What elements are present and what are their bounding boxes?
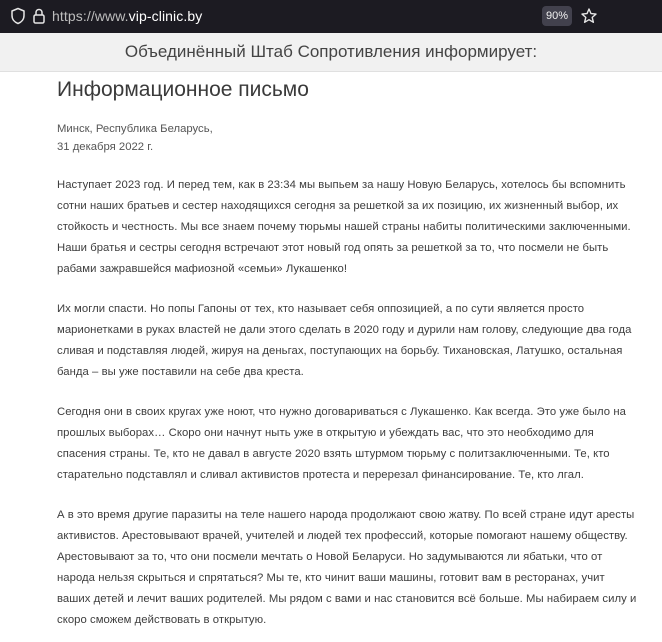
url-host: vip-clinic.by: [128, 8, 203, 24]
article-meta: [57, 120, 637, 156]
browser-address-bar: [0, 0, 662, 33]
url-field[interactable]: [52, 8, 202, 25]
url-prefix: https://www.: [52, 8, 129, 24]
star-icon[interactable]: [580, 7, 598, 25]
zoom-level-badge[interactable]: 90%: [542, 6, 572, 26]
article-date: 31 декабря 2022 г.: [57, 141, 154, 153]
shield-icon[interactable]: [9, 7, 27, 25]
article-paragraph: Их могли спасти. Но попы Гапоны от тех, кто называет себя оппозицией, а по сути является просто марионетками в руках властей не дали этого сделать в 2020 году и дурили нам голову, следующие два года сливая и подставляя людей, жируя на деньгах, поступающих на борьбу. Тихановская, Латушко, остальная банда – вы уже поставили на себе два креста.: [57, 303, 632, 378]
lock-icon[interactable]: [30, 7, 48, 25]
site-banner-title: Объединённый Штаб Сопротивления информирует:: [124, 42, 538, 61]
site-header: [0, 33, 662, 72]
article-paragraph: А в это время другие паразиты на теле нашего народа продолжают свою жатву. По всей стране идут аресты активистов. Арестовывают врачей, учителей и людей тех профессий, которые помогают нашему обществу. Арестовывают за то, что они посмели мечтать о Новой Беларуси. Но задумываются ли ябатьки, что от народа нельзя скрыться и спрятаться? Мы те, кто чинит ваши машины, готовит вам в ресторанах, учит ваших детей и лечит ваших родителей. Мы рядом с вами и нас становится всё больше. Мы набираем силу и скоро сможем действовать в открытую.: [57, 509, 637, 626]
article-paragraph: Сегодня они в своих кругах уже ноют, что нужно договариваться с Лукашенко. Как всегда. Это уже было на прошлых выборах… Скоро они начнут ныть уже в открытую и убеждать вас, что это необходимо для спасения страны. Те, кто не давал в августе 2020 взять штурмом тюрьму с политзаключенными. Те, кто старательно подставлял и сливал активистов протеста и перерезал финансирование. Те, кто лгал.: [57, 406, 626, 481]
page-title: Информационное письмо: [57, 78, 309, 101]
article: [57, 76, 637, 642]
article-paragraph: Наступает 2023 год. И перед тем, как в 23:34 мы выпьем за нашу Новую Беларусь, хотелось бы вспомнить сотни наших братьев и сестер находящихся сегодня за решеткой за их позицию, их жизненный выбор, их стойкость и честность. Мы все знаем почему тюрьмы нашей страны набиты политическими заключенными. Наши братья и сестры сегодня встречают этот новый год опять за решеткой за то, что посмели не быть рабами зажравшейся мафиозной «семьи» Лукашенко!: [57, 179, 631, 275]
article-place: Минск, Республика Беларусь,: [57, 123, 213, 135]
